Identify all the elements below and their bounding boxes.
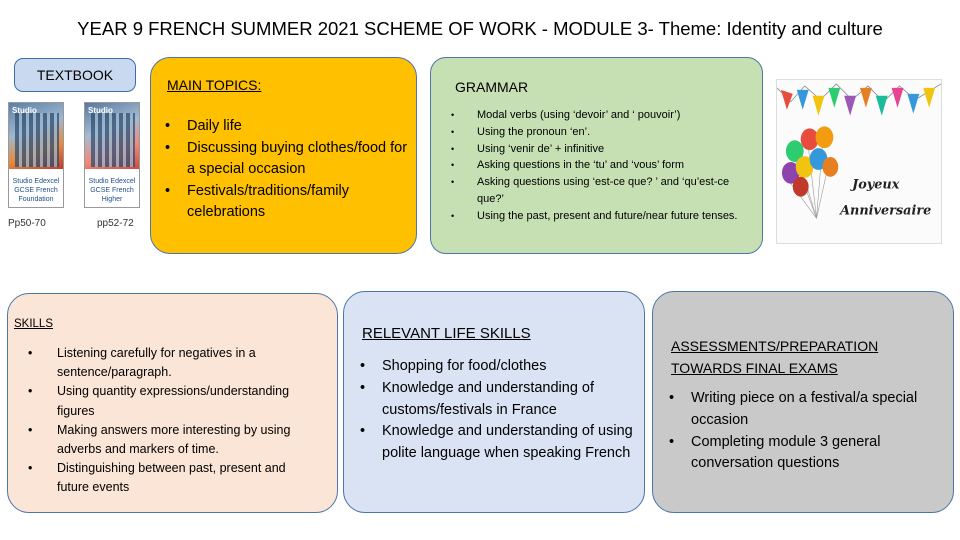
- list-item: • Using the pronoun ‘en’.: [451, 125, 591, 138]
- skills-list: [28, 344, 313, 498]
- list-item: • Knowledge and understanding of using polite language when speaking French: [360, 423, 633, 462]
- skills-heading: SKILLS: [14, 318, 53, 330]
- list-item: • Writing piece on a festival/a special occasion: [669, 390, 918, 428]
- book-pages-higher: pp52-72: [97, 218, 134, 229]
- textbook-cover-foundation: [8, 102, 64, 208]
- assessments-box: [652, 291, 954, 513]
- list-item: • Making answers more interesting by using adverbs and markers of time.: [28, 422, 291, 457]
- list-item: • Using quantity expressions/understanding figures: [28, 384, 290, 418]
- list-item: • Asking questions in the ‘tu’ and ‘vous’ form: [451, 159, 685, 172]
- list-item: • Using the past, present and future/near future tenses.: [451, 209, 738, 222]
- list-item: • Using ‘venir de’ + infinitive: [451, 142, 605, 155]
- list-item: • Festivals/traditions/family celebrations: [165, 182, 349, 220]
- textbook-label: TEXTBOOK: [14, 58, 136, 92]
- book-caption: Studio Edexcel GCSE French Foundation: [9, 169, 63, 208]
- grammar-box: [430, 57, 763, 254]
- list-item: • Knowledge and understanding of customs/festivals in France: [360, 379, 595, 418]
- list-item: • Completing module 3 general conversation questions: [669, 433, 881, 472]
- main-topics-list: [165, 116, 410, 224]
- card-text-line1: Joyeux: [852, 177, 900, 193]
- main-topics-heading: MAIN TOPICS:: [167, 77, 262, 93]
- list-item: • Distinguishing between past, present and future events: [28, 461, 286, 495]
- textbook-cover-higher: [84, 102, 140, 208]
- book-brand: Studio: [88, 106, 113, 115]
- skills-box: [7, 293, 338, 513]
- assessments-heading: ASSESSMENTS/PREPARATION TOWARDS FINAL EXAMS: [671, 338, 879, 376]
- life-skills-list: [360, 356, 640, 465]
- book-caption: Studio Edexcel GCSE French Higher: [85, 169, 139, 208]
- page-title: YEAR 9 FRENCH SUMMER 2021 SCHEME OF WORK - MODULE 3- Theme: Identity and culture: [77, 18, 883, 39]
- main-topics-box: [150, 57, 417, 254]
- list-item: • Listening carefully for negatives in a sentence/paragraph.: [28, 346, 256, 380]
- grammar-list: [451, 107, 751, 225]
- book-brand: Studio: [12, 106, 37, 115]
- birthday-card-image: [776, 79, 942, 244]
- book-pages-foundation: Pp50-70: [8, 218, 46, 229]
- life-skills-heading: RELEVANT LIFE SKILLS: [362, 325, 531, 342]
- list-item: • Modal verbs (using ‘devoir’ and ‘ pouvoir’): [451, 109, 681, 121]
- assessments-list: [669, 388, 944, 475]
- list-item: • Discussing buying clothes/food for a special occasion: [165, 139, 408, 177]
- list-item: • Asking questions using ‘est-ce que? ’ and ‘qu’est-ce que?’: [451, 176, 730, 205]
- list-item: • Shopping for food/clothes: [360, 358, 547, 374]
- balloons-illustration: [777, 80, 941, 243]
- life-skills-box: [343, 291, 645, 513]
- card-text-line2: Anniversaire: [840, 203, 932, 219]
- list-item: • Daily life: [165, 118, 242, 134]
- grammar-heading: GRAMMAR: [455, 79, 529, 95]
